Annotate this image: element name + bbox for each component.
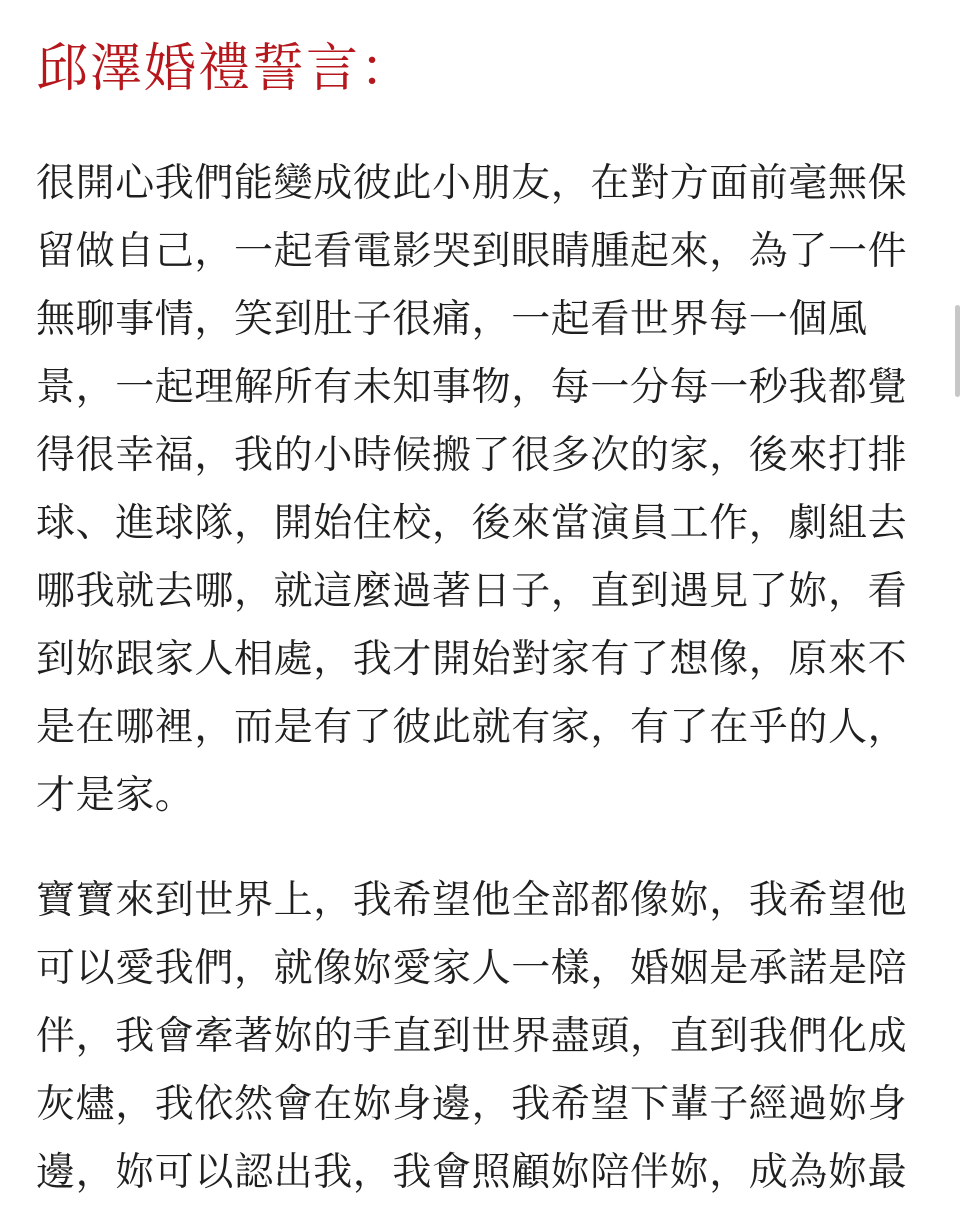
text-line: 灰燼，我依然會在妳身邊，我希望下輩子經過妳身 — [36, 1082, 908, 1127]
text-line: 球、進球隊，開始住校，後來當演員工作，劇組去 — [36, 501, 908, 546]
text-line: 得很幸福，我的小時候搬了很多次的家，後來打排 — [36, 433, 908, 478]
vow-paragraph-1 — [36, 150, 936, 830]
text-line: 是在哪裡，而是有了彼此就有家，有了在乎的人， — [36, 705, 908, 750]
text-line: 才是家。 — [36, 773, 195, 818]
text-line: 伴，我會牽著妳的手直到世界盡頭，直到我們化成 — [36, 1014, 908, 1059]
page-title: 邱澤婚禮誓言： — [36, 39, 415, 99]
text-line: 可以愛我們，就像妳愛家人一樣，婚姻是承諾是陪 — [36, 946, 908, 991]
text-line: 很開心我們能變成彼此小朋友，在對方面前毫無保 — [36, 161, 908, 206]
text-line: 到妳跟家人相處，我才開始對家有了想像，原來不 — [36, 637, 908, 682]
text-line: 邊，妳可以認出我，我會照顧妳陪伴妳，成為妳最 — [36, 1150, 908, 1195]
text-line: 寶寶來到世界上，我希望他全部都像妳，我希望他 — [36, 878, 908, 923]
text-line: 無聊事情，笑到肚子很痛，一起看世界每一個風 — [36, 297, 868, 342]
vow-paragraph-2 — [36, 867, 936, 1207]
text-line: 景，一起理解所有未知事物，每一分每一秒我都覺 — [36, 365, 908, 410]
text-line: 留做自己，一起看電影哭到眼睛腫起來，為了一件 — [36, 229, 908, 274]
text-line: 哪我就去哪，就這麼過著日子，直到遇見了妳，看 — [36, 569, 908, 614]
scrollbar-thumb[interactable] — [955, 305, 960, 397]
